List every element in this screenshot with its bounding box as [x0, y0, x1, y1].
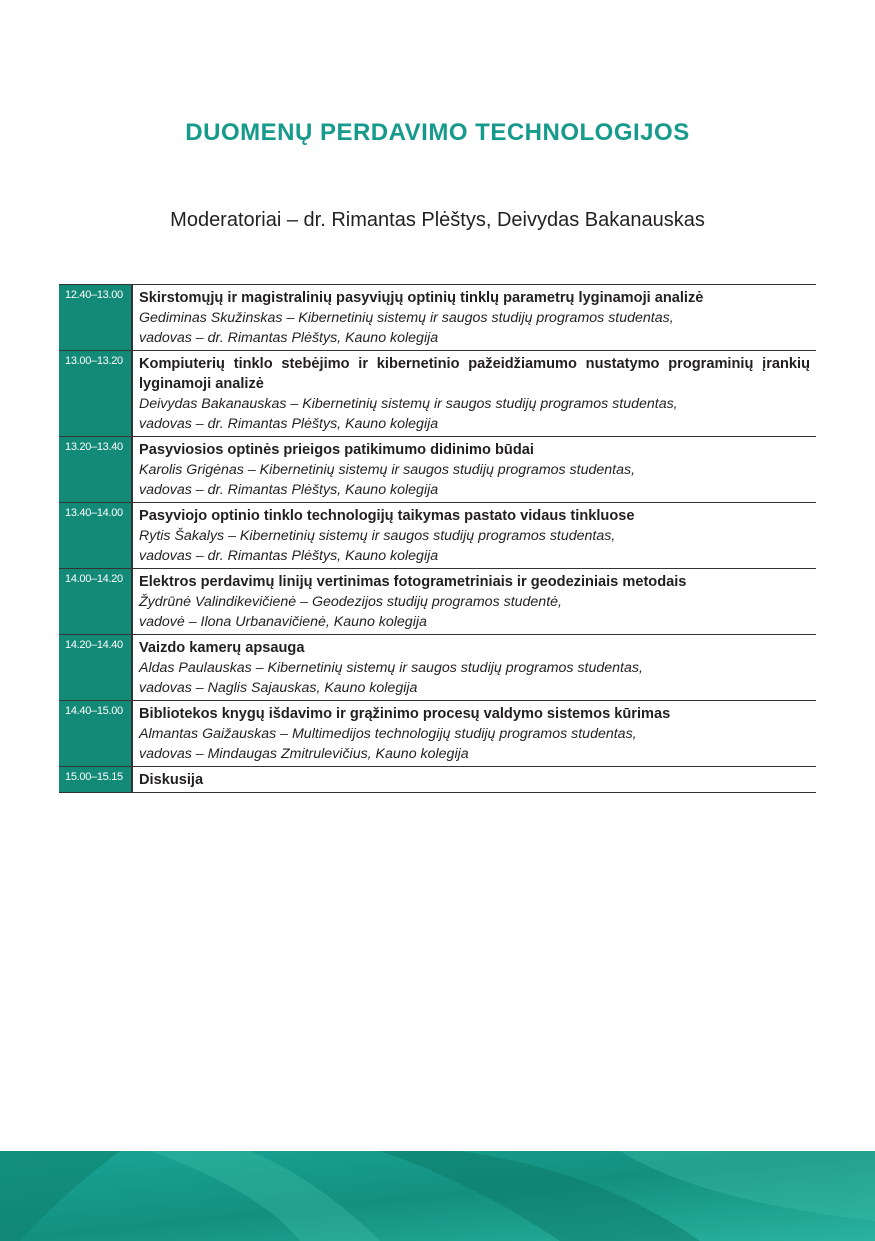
talk-title: Bibliotekos knygų išdavimo ir grąžinimo procesų valdymo sistemos kūrimas — [139, 706, 671, 722]
time-slot: 14.00–14.20 — [59, 569, 133, 634]
moderators-line: Moderatoriai – dr. Rimantas Plėštys, Deivydas Bakanauskas — [170, 209, 705, 231]
talk-presenter: Deivydas Bakanauskas – Kibernetinių sistemų ir saugos studijų programos studentas, — [139, 396, 678, 412]
time-slot: 13.00–13.20 — [59, 351, 133, 436]
schedule-row — [59, 437, 816, 503]
schedule-row — [59, 351, 816, 437]
schedule-row — [59, 285, 816, 351]
footer-decoration — [0, 1151, 875, 1241]
talk-content — [133, 351, 816, 436]
talk-supervisor: vadovas – dr. Rimantas Plėštys, Kauno kolegija — [139, 330, 439, 346]
talk-presenter: Žydrūnė Valindikevičienė – Geodezijos studijų programos studentė, — [139, 594, 562, 610]
talk-content — [133, 701, 816, 766]
talk-supervisor: vadovas – dr. Rimantas Plėštys, Kauno kolegija — [139, 416, 439, 432]
time-slot: 14.40–15.00 — [59, 701, 133, 766]
talk-presenter: Almantas Gaižauskas – Multimedijos technologijų studijų programos studentas, — [139, 726, 637, 742]
talk-title: Skirstomųjų ir magistralinių pasyviųjų optinių tinklų parametrų lyginamoji analizė — [139, 290, 704, 306]
talk-content — [133, 503, 816, 568]
talk-title: Diskusija — [139, 772, 204, 788]
talk-presenter: Karolis Grigėnas – Kibernetinių sistemų ir saugos studijų programos studentas, — [139, 462, 636, 478]
schedule-table — [59, 284, 816, 793]
talk-supervisor: vadovas – dr. Rimantas Plėštys, Kauno kolegija — [139, 482, 439, 498]
schedule-row — [59, 635, 816, 701]
talk-title: Vaizdo kamerų apsauga — [139, 640, 305, 656]
time-slot: 13.40–14.00 — [59, 503, 133, 568]
talk-title: Kompiuterių tinklo stebėjimo ir kibernetinio pažeidžiamumo nustatymo programinių įrankių lyginamoji analizė — [139, 356, 810, 392]
talk-supervisor: vadovas – Mindaugas Zmitrulevičius, Kauno kolegija — [139, 746, 469, 762]
talk-content — [133, 285, 816, 350]
schedule-row — [59, 503, 816, 569]
talk-supervisor: vadovas – Naglis Sajauskas, Kauno kolegija — [139, 680, 418, 696]
talk-content — [133, 635, 816, 700]
page-title: DUOMENŲ PERDAVIMO TECHNOLOGIJOS — [185, 119, 690, 146]
schedule-row — [59, 701, 816, 767]
talk-title: Pasyviojo optinio tinklo technologijų taikymas pastato vidaus tinkluose — [139, 508, 635, 524]
talk-content — [133, 767, 816, 792]
talk-presenter: Aldas Paulauskas – Kibernetinių sistemų ir saugos studijų programos studentas, — [139, 660, 643, 676]
talk-presenter: Gediminas Skužinskas – Kibernetinių sistemų ir saugos studijų programos studentas, — [139, 310, 674, 326]
talk-content — [133, 437, 816, 502]
time-slot: 12.40–13.00 — [59, 285, 133, 350]
time-slot: 14.20–14.40 — [59, 635, 133, 700]
time-slot: 13.20–13.40 — [59, 437, 133, 502]
talk-supervisor: vadovas – dr. Rimantas Plėštys, Kauno kolegija — [139, 548, 439, 564]
time-slot: 15.00–15.15 — [59, 767, 133, 792]
talk-presenter: Rytis Šakalys – Kibernetinių sistemų ir saugos studijų programos studentas, — [139, 528, 616, 544]
talk-title: Elektros perdavimų linijų vertinimas fotogrametriniais ir geodeziniais metodais — [139, 574, 687, 590]
schedule-row — [59, 569, 816, 635]
talk-title: Pasyviosios optinės prieigos patikimumo didinimo būdai — [139, 442, 534, 458]
talk-supervisor: vadovė – Ilona Urbanavičienė, Kauno kolegija — [139, 614, 427, 630]
schedule-row — [59, 767, 816, 793]
talk-content — [133, 569, 816, 634]
